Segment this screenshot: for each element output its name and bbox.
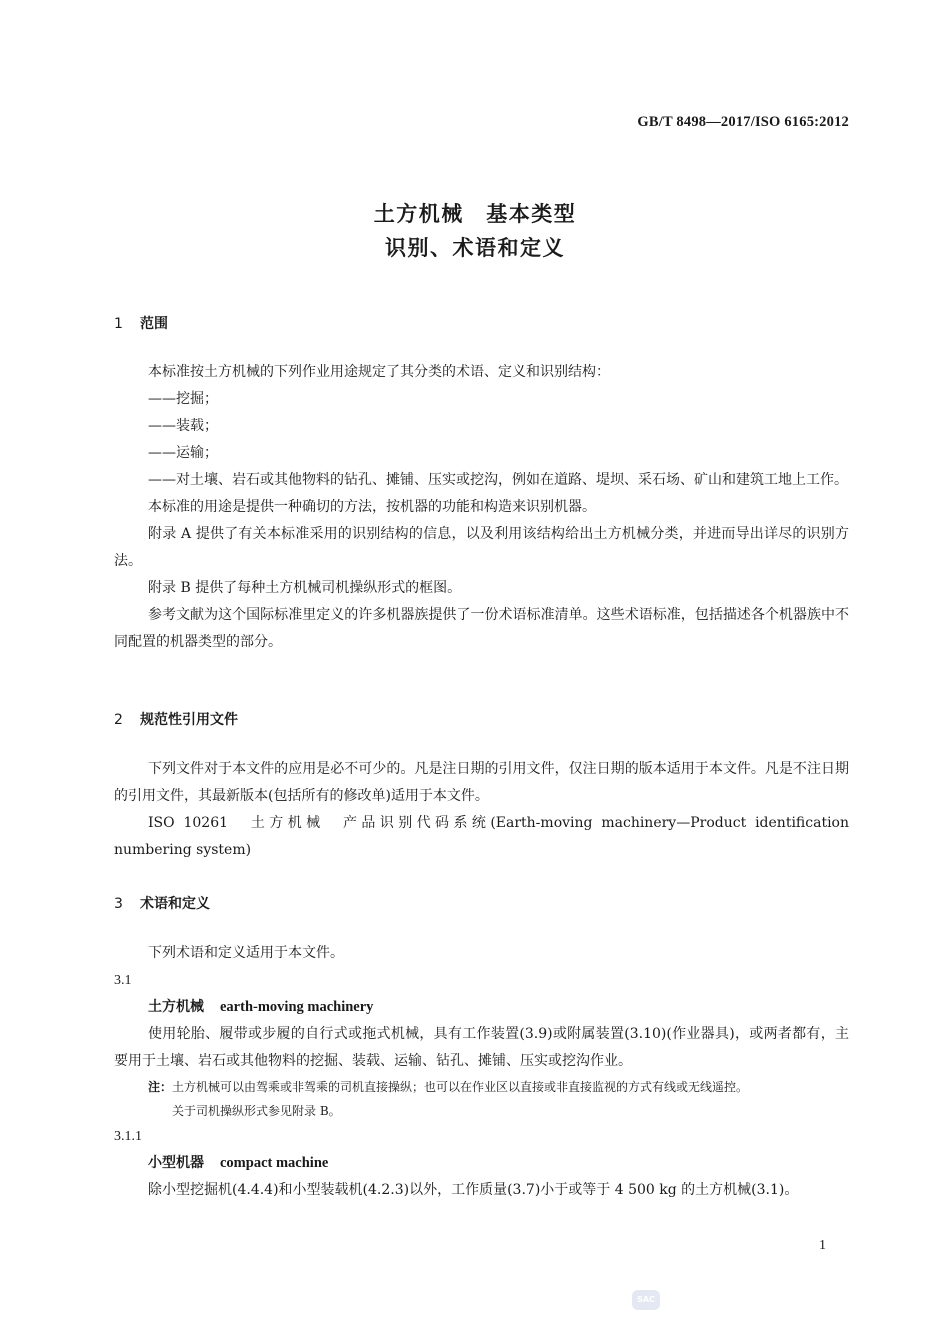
paragraph: 本标准按土方机械的下列作业用途规定了其分类的术语、定义和识别结构： [148,364,610,380]
list-item: ——挖掘； [148,391,218,407]
term-definition: 使用轮胎、履带或步履的自行式或拖式机械，具有工作装置(3.9)或附属装置(3.10)(作业器具)，或两者都有，主要用于土壤、岩石或其他物料的挖掘、装载、运输、钻孔、摊铺、压实或挖沟作业。 [114,1026,849,1069]
paragraph: 附录 A 提供了有关本标准采用的识别结构的信息，以及利用该结构给出土方机械分类，并进而导出详尽的识别方法。 [114,526,849,569]
term-name-cn: 小型机器 [148,1155,204,1171]
section-3-body [114,940,849,1204]
document-title-line2: 识别、术语和定义 [385,236,565,260]
list-item: ——运输； [148,445,218,461]
section-1-body [114,359,849,656]
note-continued: 关于司机操纵形式参见附录 B。 [172,1104,341,1118]
sac-watermark-logo: SAC [632,1290,660,1310]
standard-code: GB/T 8498—2017/ISO 6165:2012 [637,114,849,130]
term-name [114,1150,849,1177]
section-number: 1 [114,316,123,332]
section-3-heading [114,893,210,913]
term-definition: 除小型挖掘机(4.4.4)和小型装载机(4.2.3)以外，工作质量(3.7)小于或等于 4 500 kg 的土方机械(3.1)。 [148,1182,799,1198]
section-title: 范围 [140,316,168,332]
term-name-cn: 土方机械 [148,999,204,1015]
reference-entry: ISO 10261 土方机械 产品识别代码系统(Earth-moving machinery—Product identification numbering system) [114,815,849,858]
section-2-body [114,756,849,864]
section-1-heading [114,313,168,333]
section-title: 规范性引用文件 [140,712,238,728]
paragraph: 本标准的用途是提供一种确切的方法，按机器的功能和构造来识别机器。 [148,499,596,515]
paragraph: 下列术语和定义适用于本文件。 [148,945,344,961]
section-number: 2 [114,712,123,728]
list-item: ——装载； [148,418,218,434]
paragraph: 下列文件对于本文件的应用是必不可少的。凡是注日期的引用文件，仅注日期的版本适用于本文件。凡是不注日期的引用文件，其最新版本(包括所有的修改单)适用于本文件。 [114,761,849,804]
note-label: 注： [148,1080,173,1094]
note [114,1075,849,1099]
section-title: 术语和定义 [140,896,210,912]
page-number: 1 [819,1238,826,1253]
document-title-line1: 土方机械 基本类型 [373,202,577,226]
paragraph: 参考文献为这个国际标准里定义的许多机器族提供了一份术语标准清单。这些术语标准，包括描述各个机器族中不同配置的机器类型的部分。 [114,607,849,650]
term-name-en: earth-moving machinery [220,999,374,1015]
term-number: 3.1 [114,973,132,988]
paragraph: 附录 B 提供了每种土方机械司机操纵形式的框图。 [148,580,462,596]
term-name [114,994,849,1021]
section-2-heading [114,709,238,729]
list-item: ——对土壤、岩石或其他物料的钻孔、摊铺、压实或挖沟，例如在道路、堤坝、采石场、矿山和建筑工地上工作。 [148,472,848,488]
term-number: 3.1.1 [114,1129,142,1144]
section-number: 3 [114,896,123,912]
note-text: 土方机械可以由驾乘或非驾乘的司机直接操纵；也可以在作业区以直接或非直接监视的方式有线或无线遥控。 [172,1080,749,1094]
term-name-en: compact machine [220,1155,329,1171]
